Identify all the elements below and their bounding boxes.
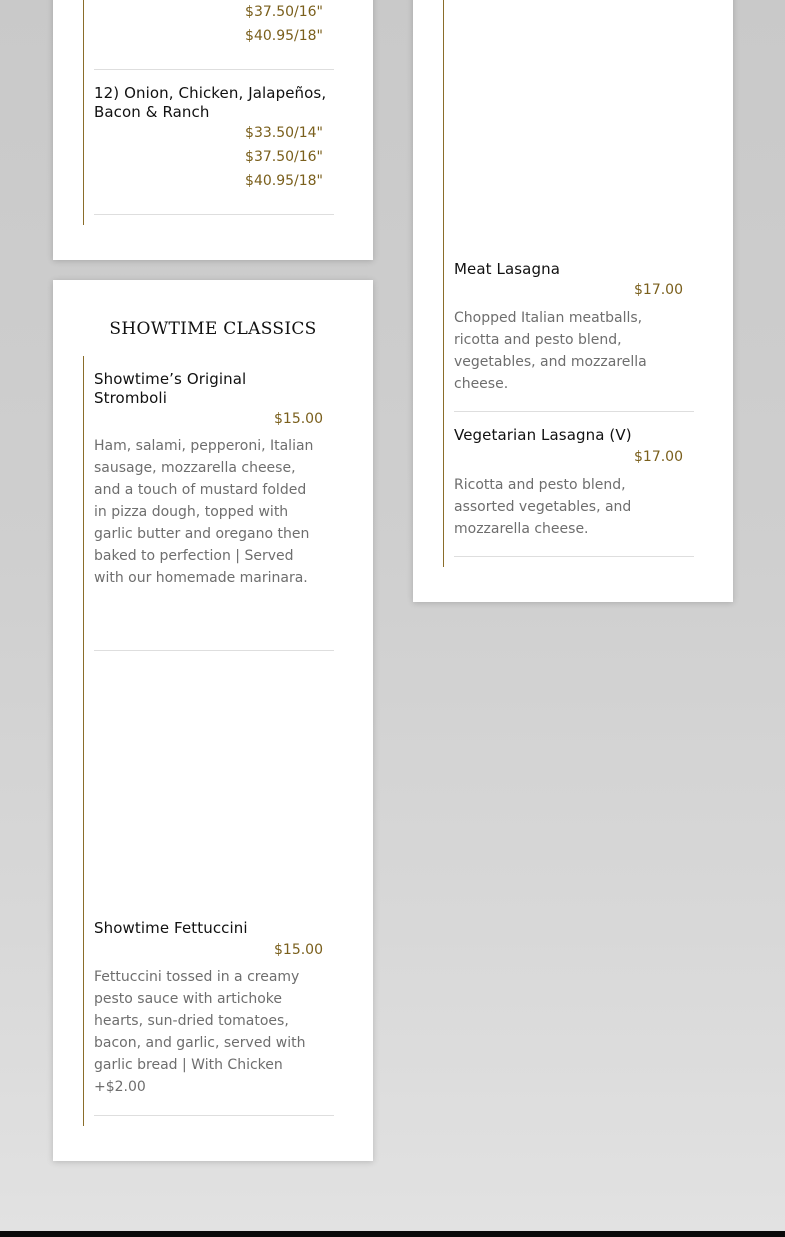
item-divider [94,69,334,70]
item-price: $15.00 [274,942,323,958]
item-description: Chopped Italian meatballs, ricotta and pesto blend, vegetables, and mozzarella cheese. [454,310,647,392]
menu-item-name: 12) Onion, Chicken, Jalapeños, Bacon & Ranch [94,84,327,121]
menu-item-name: Vegetarian Lasagna (V) [454,426,632,444]
item-price: $37.50/16" [245,149,323,165]
item-description: Fettuccini tossed in a creamy pesto sauce with artichoke hearts, sun-dried tomatoes, bacon, and garlic, served with garlic bread | With Chicken +$2.00 [94,969,306,1095]
item-divider [94,214,334,215]
section-rail [83,356,84,1126]
item-price: $15.00 [274,411,323,427]
lasagna-menu-card [413,0,733,602]
menu-item-name: Meat Lasagna [454,260,560,278]
item-description: Ricotta and pesto blend, assorted vegetables, and mozzarella cheese. [454,477,632,537]
section-title: SHOWTIME CLASSICS [109,319,317,339]
item-price: $33.50/14" [245,125,323,141]
item-divider [94,650,334,651]
menu-item-name: Showtime’s Original Stromboli [94,370,247,407]
item-price: $17.00 [634,449,683,465]
item-price: $40.95/18" [245,28,323,44]
section-rail [443,0,444,567]
showtime-classics-card [53,280,373,1161]
item-price: $17.00 [634,282,683,298]
item-price: $37.50/16" [245,4,323,20]
pizza-menu-card [53,0,373,260]
item-description: Ham, salami, pepperoni, Italian sausage, mozzarella cheese, and a touch of mustard folded in pizza dough, topped with garlic butter and oregano then baked to perfection | Served with our homemade marinara. [94,438,314,586]
section-rail [83,0,84,225]
item-divider [454,556,694,557]
item-price: $40.95/18" [245,173,323,189]
menu-item-name: Showtime Fettuccini [94,919,248,937]
item-divider [94,1115,334,1116]
item-divider [454,411,694,412]
footer-bar [0,1231,785,1237]
